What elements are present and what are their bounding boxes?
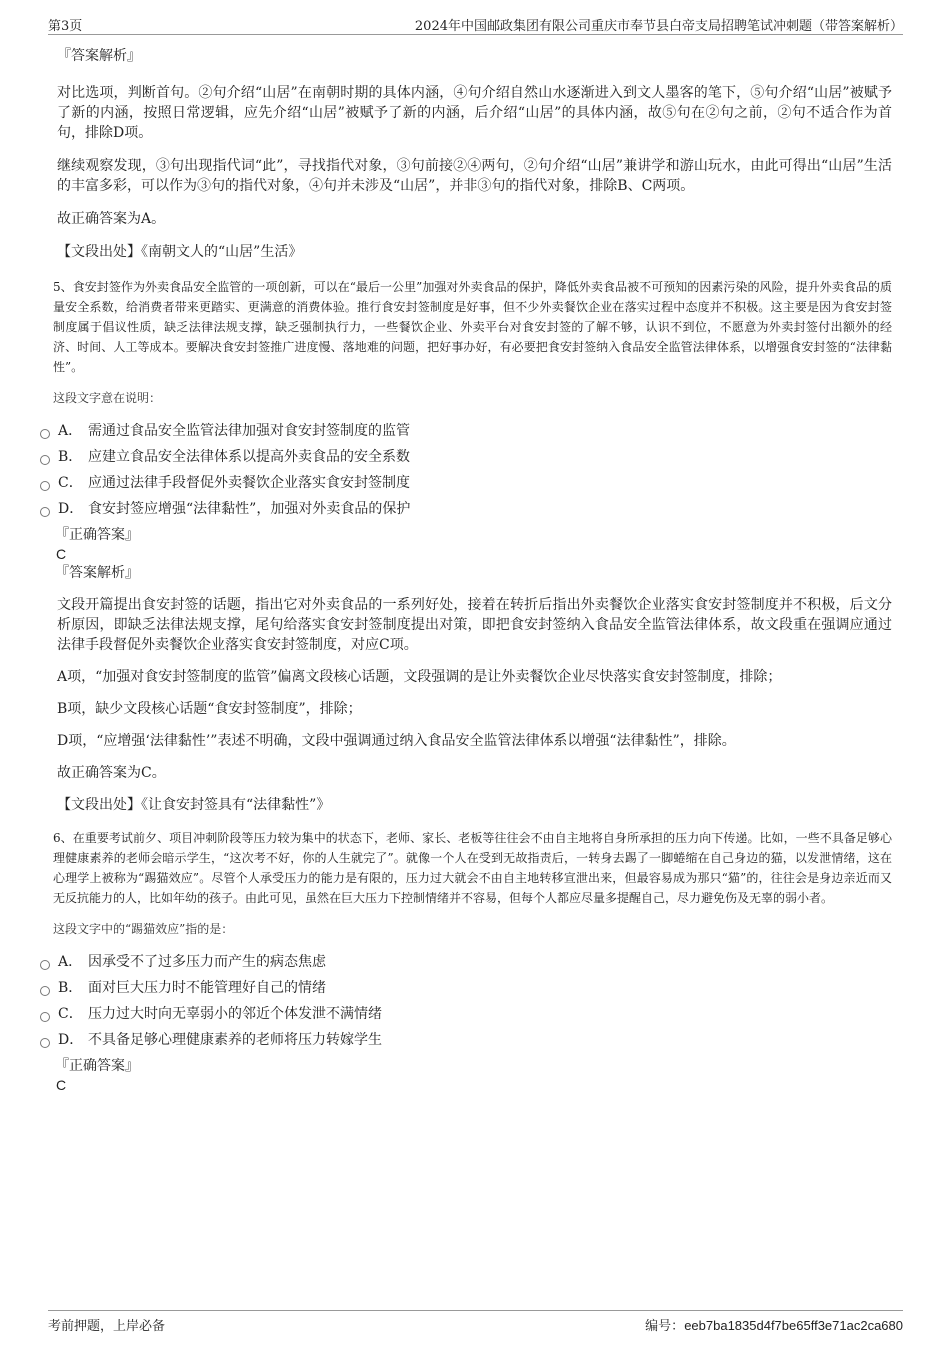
correct-answer-label: 『正确答案』 (55, 1058, 139, 1074)
q5-analysis-paragraph-2: A项，“加强对食安封签制度的监管”偏离文段核心话题，文段强调的是让外卖餐饮企业尽快落实食安封签制度，排除； (57, 669, 782, 685)
radio-icon[interactable] (40, 507, 50, 517)
q5-option-c[interactable]: C． 应通过法律手段督促外卖餐饮企业落实食安封签制度 (0, 473, 892, 499)
q5-analysis-paragraph-4: D项，“应增强‘法律黏性’”表述不明确，文段中强调通过纳入食品安全监管法律体系以增强“法律黏性”，排除。 (57, 733, 736, 749)
q5-option-d[interactable]: D． 食安封签应增强“法律黏性”，加强对外卖食品的保护 (0, 499, 892, 525)
radio-icon[interactable] (40, 1012, 50, 1022)
document-id-label: 编号： (645, 1319, 685, 1334)
footer-slogan: 考前押题，上岸必备 (48, 1319, 166, 1334)
q4-analysis-paragraph-2: 继续观察发现，③句出现指代词“此”，寻找指代对象，③句前接②④两句，②句介绍“山居”兼讲学和游山玩水，由此可得出“山居”生活的丰富多彩，可以作为③句的指代对象，④句并未涉及“山居”，并非③句的指代对象，排除B、C两项。 (57, 158, 892, 194)
correct-answer-label: 『正确答案』 (55, 527, 139, 543)
q5-stem: 这段文字意在说明： (53, 391, 162, 405)
q5-passage: 5、食安封签作为外卖食品安全监管的一项创新，可以在“最后一公里”加强对外卖食品的保护，降低外卖食品被不可预知的因素污染的风险，提升外卖食品的质量安全系数，给消费者带来更踏实、更满意的消费体验。推行食安封签制度是好事，但不少外卖餐饮企业在落实过程中态度并不积极。这主要是因为食安封签制度属于倡议性质，缺乏法律法规支撑，缺乏强制执行力，一些餐饮企业、外卖平台对食安封签的了解不够，认识不到位，不愿意为外卖封签付出额外的经济、时间、人工等成本。要解决食安封签推广进度慢、落地难的问题，把好事办好，有必要把食安封签纳入食品安全监管法律体系，以增强食安封签的“法律黏性”。 (53, 280, 892, 374)
document-title: 2024年中国邮政集团有限公司重庆市奉节县白帝支局招聘笔试冲刺题（带答案解析） (414, 19, 903, 34)
q5-analysis-paragraph-3: B项，缺少文段核心话题“食安封签制度”，排除； (57, 701, 362, 717)
q5-options (0, 421, 892, 525)
radio-icon[interactable] (40, 481, 50, 491)
q5-source-title: 《让食安封签具有“法律黏性”》 (141, 797, 331, 813)
page-header (48, 12, 903, 35)
q6-option-d[interactable]: D． 不具备足够心理健康素养的老师将压力转嫁学生 (0, 1030, 892, 1056)
radio-icon[interactable] (40, 986, 50, 996)
document-id (645, 1315, 903, 1334)
q5-option-b[interactable]: B． 应建立食品安全法律体系以提高外卖食品的安全系数 (0, 447, 892, 473)
page-footer (48, 1310, 903, 1333)
radio-icon[interactable] (40, 960, 50, 970)
radio-icon[interactable] (40, 429, 50, 439)
q4-conclusion: 故正确答案为A。 (57, 211, 166, 227)
source-prefix: 【文段出处】 (57, 797, 141, 813)
q5-source (57, 795, 892, 815)
q5-option-a[interactable]: A． 需通过食品安全监管法律加强对食安封签制度的监管 (0, 421, 892, 447)
q6-option-a[interactable]: A． 因承受不了过多压力而产生的病态焦虑 (0, 952, 892, 978)
q6-passage: 6、在重要考试前夕、项目冲刺阶段等压力较为集中的状态下，老师、家长、老板等往往会不由自主地将自身所承担的压力向下传递。比如，一些不具备足够心理健康素养的老师会暗示学生，“这次考不好，你的人生就完了”。就像一个人在受到无故指责后，一转身去踢了一脚蜷缩在自己身边的猫，以发泄情绪，这在心理学上被称为“踢猫效应”。尽管个人承受压力的能力是有限的，压力过大就会不由自主地转移宣泄出来，但最容易成为那只“猫”的，往往会是身边亲近而又无反抗能力的人，比如年幼的孩子。由此可见，虽然在巨大压力下控制情绪并不容易，但每个人都应尽量多提醒自己，尽力避免伤及无辜的弱小者。 (53, 831, 892, 905)
answer-analysis-label: 『答案解析』 (57, 48, 141, 64)
q5-analysis-paragraph-1: 文段开篇提出食安封签的话题，指出它对外卖食品的一系列好处，接着在转折后指出外卖餐饮企业落实食安封签制度并不积极，后文分析原因，即缺乏法律法规支撑，尾句给落实食安封签制度提出对策，即把食安封签纳入食品安全监管法律体系，故文段重在强调应通过法律手段督促外卖餐饮企业落实食安封签制度，对应C项。 (57, 597, 892, 653)
source-prefix: 【文段出处】 (57, 244, 141, 260)
q5-conclusion: 故正确答案为C。 (57, 765, 166, 781)
answer-analysis-label: 『答案解析』 (55, 565, 139, 581)
q4-source-title: 《南朝文人的“山居”生活》 (141, 244, 303, 260)
radio-icon[interactable] (40, 455, 50, 465)
page-content (53, 44, 892, 1094)
page-number: 第3页 (48, 19, 83, 34)
q4-analysis-paragraph-1: 对比选项，判断首句。②句介绍“山居”在南朝时期的具体内涵，④句介绍自然山水逐渐进入到文人墨客的笔下，⑤句介绍“山居”被赋予了新的内涵，按照日常逻辑，应先介绍“山居”被赋予了新的内涵，后介绍“山居”的具体内涵，故⑤句在②句之前，②句不适合作为首句，排除D项。 (57, 85, 892, 141)
radio-icon[interactable] (40, 1038, 50, 1048)
q6-options (0, 952, 892, 1056)
q6-answer: C (56, 1077, 67, 1093)
q4-source (57, 242, 892, 262)
q6-stem: 这段文字中的“踢猫效应”指的是： (53, 922, 234, 936)
q5-answer: C (56, 546, 67, 562)
q6-option-b[interactable]: B． 面对巨大压力时不能管理好自己的情绪 (0, 978, 892, 1004)
q6-option-c[interactable]: C． 压力过大时向无辜弱小的邻近个体发泄不满情绪 (0, 1004, 892, 1030)
document-id-value: eeb7ba1835d4f7be65ff3e71ac2ca680 (684, 1318, 903, 1333)
